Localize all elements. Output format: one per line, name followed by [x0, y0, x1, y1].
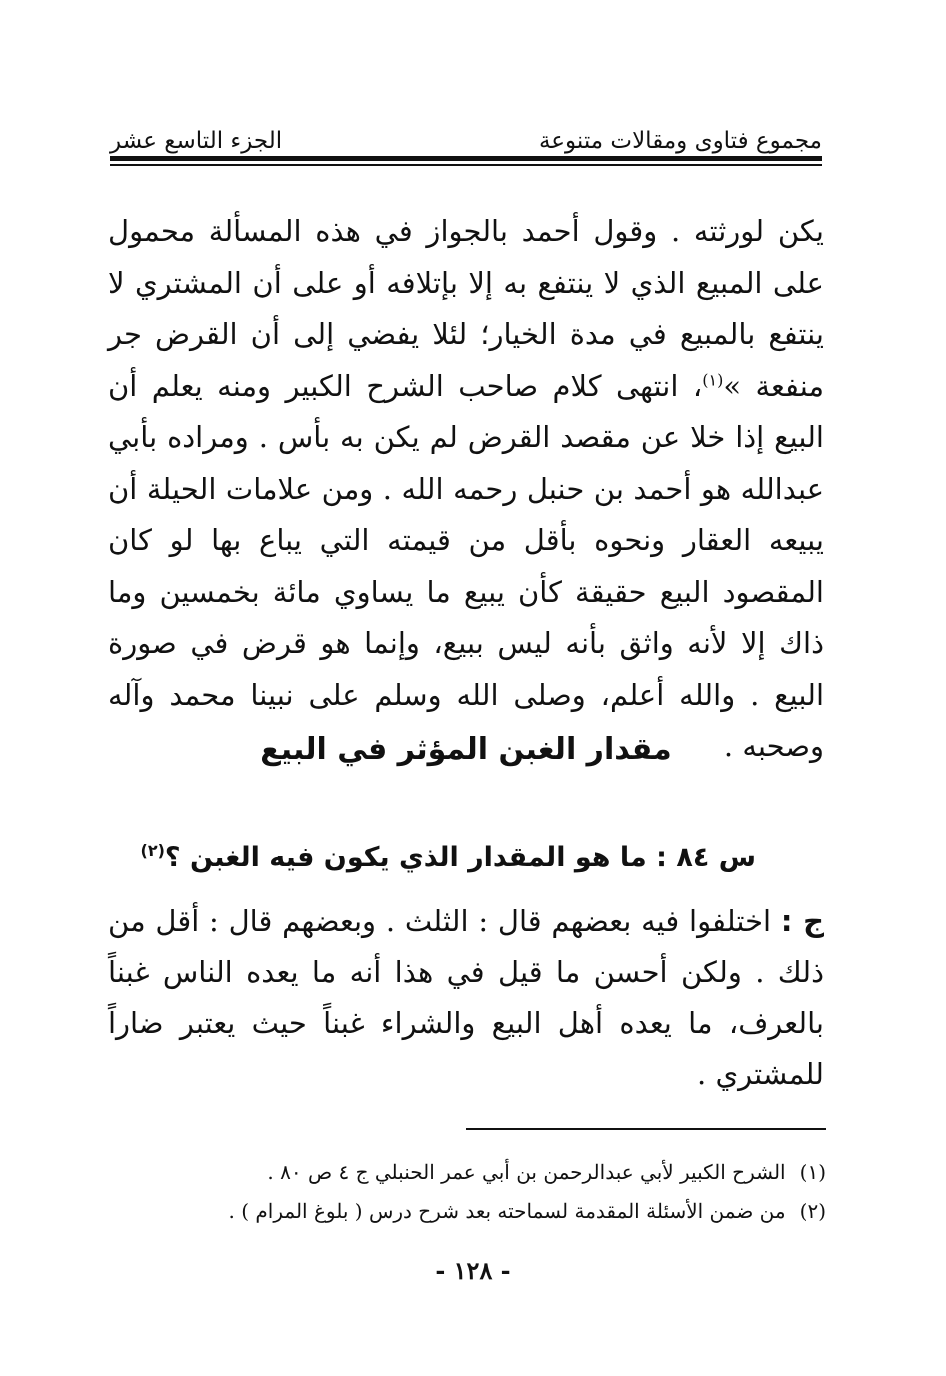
header-volume: الجزء التاسع عشر [110, 128, 283, 154]
section-heading: مقدار الغبن المؤثر في البيع [260, 732, 672, 767]
page-number: - ١٢٨ - [435, 1256, 511, 1285]
paragraph-text-part-1: يكن لورثته . وقول أحمد بالجواز في هذه المسألة محمول على المبيع الذي لا ينتفع به إلا بإتلافه أو على أن المشتري لا ينتفع بالمبيع في مدة الخيار؛ لئلا يفضي إلى أن القرض جر منفعة » [108, 214, 824, 403]
running-header [110, 118, 822, 154]
answer-paragraph [108, 896, 824, 1100]
paragraph-text-part-2: ، انتهى كلام صاحب الشرح الكبير ومنه يعلم أن البيع إذا خلا عن مقصد القرض لم يكن به بأس . ومراده بأبي عبدالله هو أحمد بن حنبل رحمه الله . ومن علامات الحيلة أن يبيعه العقار ونحوه بأقل من قيمته التي يباع بها لو كان المقصود البيع حقيقة كأن يبيع ما يساوي مائة بخمسين وما ذاك إلا لأنه واثق بأنه ليس ببيع، وإنما هو قرض في صورة البيع . والله أعلم، وصلى الله وسلم على نبينا محمد وآله وصحبه . [108, 368, 824, 763]
footnote-2 [126, 1192, 826, 1231]
header-rule-thick [110, 156, 822, 161]
footnote-ref-1: (١) [702, 369, 724, 389]
footnote-text: الشرح الكبير لأبي عبدالرحمن بن أبي عمر الحنبلي ج ٤ ص ٨٠ . [267, 1160, 786, 1184]
footnote-separator [466, 1128, 826, 1130]
question-text: س ٨٤ : ما هو المقدار الذي يكون فيه الغبن ؟ [164, 842, 756, 873]
answer-text: اختلفوا فيه بعضهم قال : الثلث . وبعضهم قال : أقل من ذلك . ولكن أحسن ما قيل في هذا أنه ما يعده الناس غبناً بالعرف، ما يعده أهل البيع والشراء غبناً حيث يعتبر ضاراً للمشتري . [108, 904, 824, 1091]
main-paragraph [108, 206, 824, 773]
footnotes [126, 1153, 826, 1231]
question-line [136, 842, 756, 873]
answer-lead: ج : [780, 904, 824, 938]
footnote-ref-2: (٢) [140, 841, 165, 860]
footnote-number: (١) [799, 1160, 826, 1184]
footnote-1 [126, 1153, 826, 1192]
footnote-number: (٢) [799, 1199, 826, 1223]
footnote-text: من ضمن الأسئلة المقدمة لسماحته بعد شرح درس ( بلوغ المرام ) . [228, 1199, 786, 1223]
header-book-title: مجموع فتاوى ومقالات متنوعة [538, 128, 822, 154]
header-rule-thin [110, 164, 822, 166]
